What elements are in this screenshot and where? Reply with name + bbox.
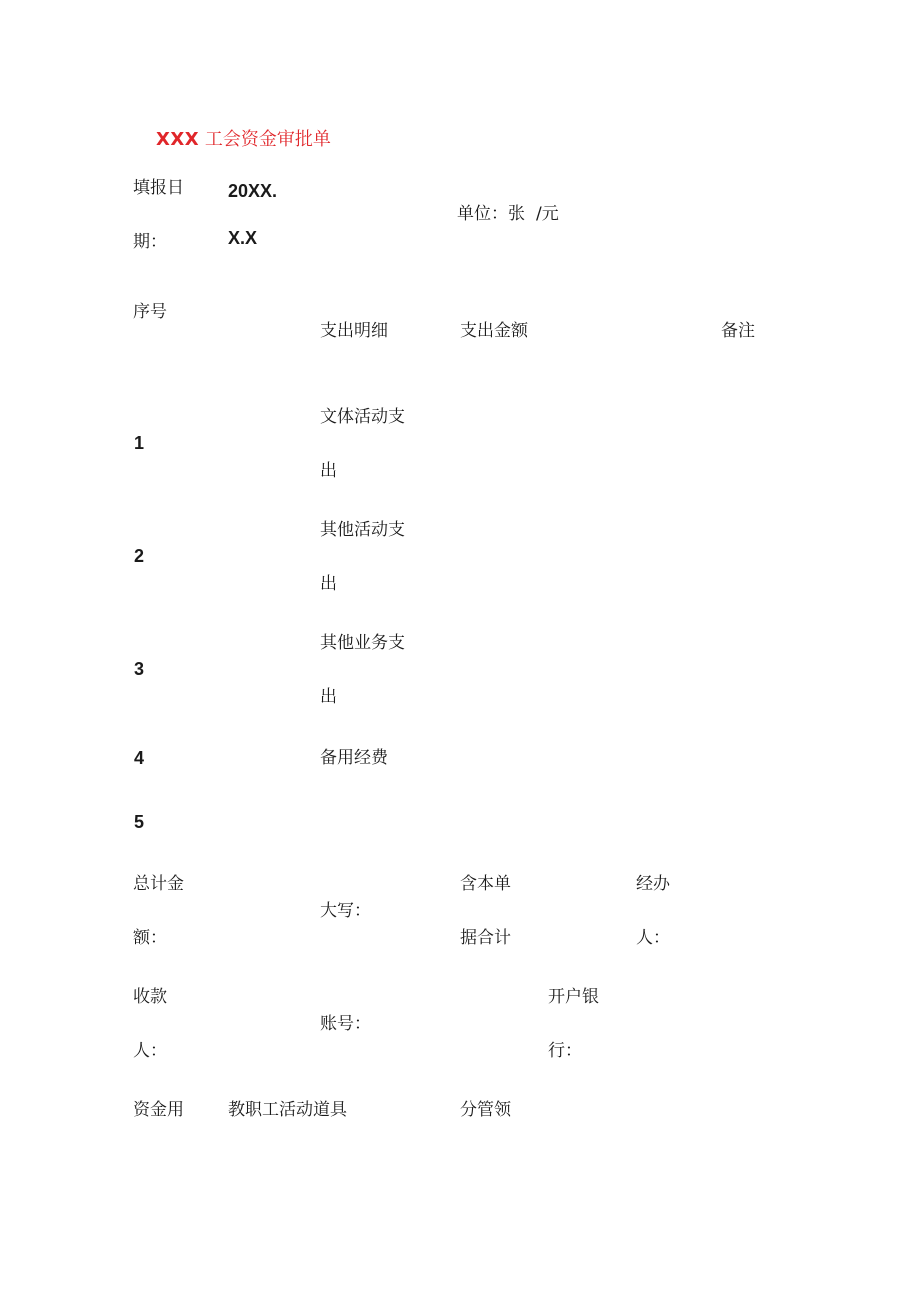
unit-label: 单位：张 xyxy=(457,204,525,224)
row-detail-line2: 出 xyxy=(320,461,337,481)
unit-value: /元 xyxy=(536,204,559,224)
bank-label-line1: 开户银 xyxy=(548,987,599,1007)
row-index: 2 xyxy=(134,546,145,566)
date-label-line2: 期： xyxy=(133,232,167,252)
bank-label-line2: 行： xyxy=(548,1041,582,1061)
col-header-index: 序号 xyxy=(133,302,167,322)
account-label: 账号： xyxy=(320,1014,371,1034)
col-header-amount: 支出金额 xyxy=(460,321,528,341)
row-detail-line1: 文体活动支 xyxy=(320,407,405,427)
total-label-line1: 总计金 xyxy=(133,874,184,894)
row-index: 4 xyxy=(134,748,145,768)
col-header-detail: 支出明细 xyxy=(320,321,388,341)
row-detail-line2: 出 xyxy=(320,687,337,707)
payee-label-line2: 人： xyxy=(133,1041,167,1061)
receipts-label-line2: 据合计 xyxy=(460,928,511,948)
col-header-remark: 备注 xyxy=(721,321,755,341)
date-label-line1: 填报日 xyxy=(133,178,184,198)
total-label-line2: 额： xyxy=(133,928,167,948)
row-detail-line1: 其他活动支 xyxy=(320,520,405,540)
purpose-value: 教职工活动道具 xyxy=(228,1100,347,1120)
payee-label-line1: 收款 xyxy=(133,987,167,1007)
title-prefix: XXX xyxy=(156,129,200,150)
capital-amount-label: 大写： xyxy=(320,901,371,921)
leader-label: 分管领 xyxy=(460,1100,511,1120)
row-index: 1 xyxy=(134,433,145,453)
title-text: 工会资金审批单 xyxy=(204,129,331,150)
row-detail-line1: 备用经费 xyxy=(320,748,388,768)
handler-label-line2: 人： xyxy=(636,928,670,948)
row-detail-line2: 出 xyxy=(320,574,337,594)
handler-label-line1: 经办 xyxy=(636,874,670,894)
page-title xyxy=(156,131,331,149)
row-index: 5 xyxy=(134,812,145,832)
date-value-line1: 20XX. xyxy=(228,181,278,201)
receipts-label-line1: 含本单 xyxy=(460,874,511,894)
row-detail-line1: 其他业务支 xyxy=(320,633,405,653)
row-index: 3 xyxy=(134,659,145,679)
purpose-label: 资金用 xyxy=(133,1100,184,1120)
date-value-line2: X.X xyxy=(228,228,258,248)
